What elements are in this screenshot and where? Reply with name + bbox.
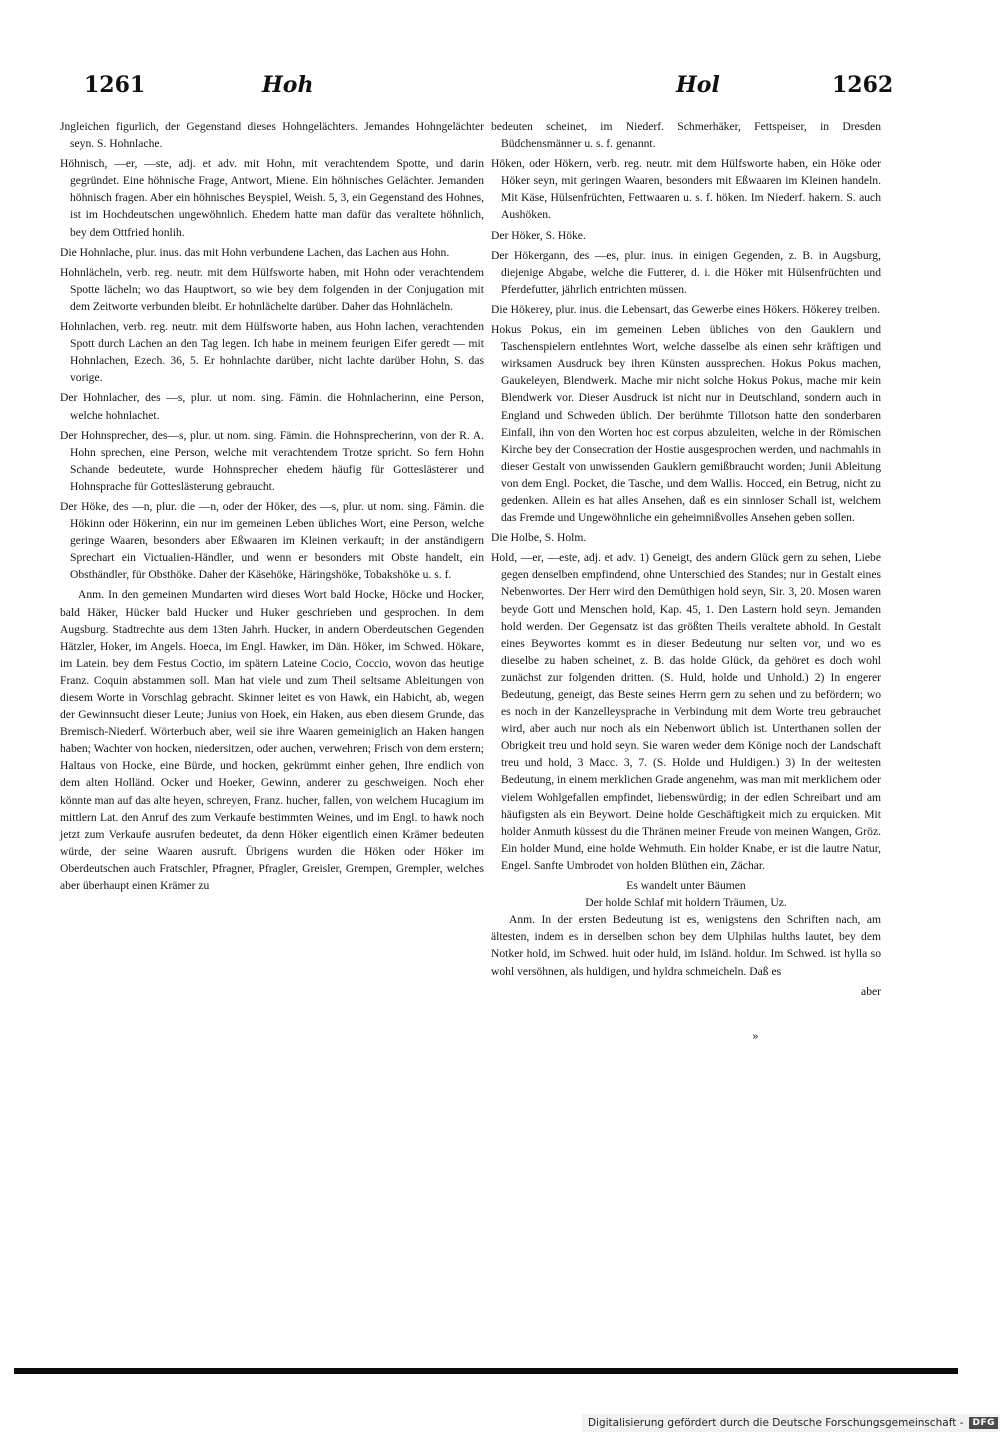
dictionary-entry: Die Holbe, S. Holm. [491,531,587,545]
dictionary-entry: bedeuten scheinet, im Niederf. Schmerhäker, Fettspeiser, in Dresden Büdchensmänner u. s. f. genannt. [491,120,881,151]
dictionary-line: Es wandelt unter Bäumen [626,879,746,893]
digitization-footer [582,1414,1000,1432]
dictionary-entry: Jngleichen figurlich, der Gegenstand dieses Hohngelächters. Jemandes Hohngelächter seyn. S. Hohnlache. [60,120,484,151]
dictionary-entry: Die Hökerey, plur. inus. die Lebensart, das Gewerbe eines Hökers. Hökerey treiben. [491,302,881,316]
dictionary-line: Der holde Schlaf mit holdern Träumen, Uz. [585,896,787,910]
page-number-right: 1262 [832,72,894,98]
dictionary-entry: Hohnlächeln, verb. reg. neutr. mit dem Hülfsworte haben, mit Hohn oder verachtendem Spotte lächeln; wo das Hauptwort, so wie bey dem folgenden in der Conjugation mit dem Zeitworte verbunden bleibt. Er hohnlächelte darüber. Daher das Hohnlächeln. [60,265,484,313]
dictionary-entry: Der Höke, des —n, plur. die —n, oder der Höker, des —s, plur. ut nom. sing. Fämin. die Hökinn oder Hökerinn, ein nur im gemeinen Leben übliches Wort, eine Person, welche geringe Waaren, besonders aber Eßwaaren im Kleinen verkauft; in der anständigern Sprechart ein Victualien-Händler, und wenn er besonders mit Obste handelt, ein Obsthändler, für Obsthöke. Daher der Käsehöke, Häringshöke, Tobakshöke u. s. f. [60,499,484,582]
page-edge-shadow [14,1368,958,1374]
dictionary-note: Anm. In der ersten Bedeutung ist es, wenigstens den Schriften nach, am ältesten, indem es in derselben schon bey dem Ulphilas hulths lautet, bey dem Notker hold, im Schwed. huit oder huld, im Isländ. holdur. Im Schwed. ist hylla so wohl versöhnen, als huldigen, und hyldra schmeicheln. Daß es [491,913,881,978]
running-head-left: Hoh [262,72,314,98]
dictionary-entry: Der Hohnlacher, des —s, plur. ut nom. sing. Fämin. die Hohnlacherinn, eine Person, welche hohnlachet. [60,391,484,422]
dictionary-entry: Die Hohnlache, plur. inus. das mit Hohn verbundene Lachen, das Lachen aus Hohn. [60,245,450,259]
dictionary-entry: Der Hökergann, des —es, plur. inus. in einigen Gegenden, z. B. in Augsburg, diejenige Abgabe, welche die Futterer, d. i. die Höker mit Hülsenfrüchten und Pferdefutter, jährlich entrichten müssen. [491,248,881,296]
running-head-right: Hol [676,72,720,98]
dfg-logo: DFG [969,1417,998,1429]
page-number-left: 1261 [84,72,146,98]
dictionary-entry: Hokus Pokus, ein im gemeinen Leben übliches von den Gauklern und Taschenspielern entlehntes Wort, welche dasselbe als einen sehr kräftigen und wirksamen Ausdruck bey ihren Künsten aussprechen. Hokus Pokus machen, Gaukeleyen, Blendwerk. Mache mir nicht solche Hokus Pokus, mache mir kein Blendwerk vor. Dieser Ausdruck ist nicht nur in Deutschland, sondern auch in England und Schweden üblich. Der berühmte Tillotson hatte den sonderbaren Einfall, ihn von den Worten hoc est corpus abzuleiten, welche in der Römischen Kirche bey der Consecration der Hostie ausgesprochen werden, und nachmahls in dieser Gestalt von unwissenden Gauklern gemißbraucht worden; Junii Ableitung von dem Engl. Pocket, die Tasche, und dem Wallis. Hocced, ein Betrug, nicht zu gedenken. Allein es hat alles Ansehen, daß es ein sinnloser Schall ist, welchem das Fremde und Ungewöhnliche ein geheimnißvolles Ansehen geben sollen. [491,323,881,525]
right-column [491,118,881,1000]
footer-text: Digitalisierung gefördert durch die Deutsche Forschungsgemeinschaft - [587,1417,964,1429]
left-column [60,118,484,897]
dictionary-entry: Der Höker, S. Höke. [491,228,586,242]
dictionary-entry: Höken, oder Hökern, verb. reg. neutr. mit dem Hülfsworte haben, ein Höke oder Höker seyn, mit geringen Waaren, besonders mit Eßwaaren im Kleinen handeln. Mit Käse, Hülsenfrüchten, Fettwaaren u. s. f. höken. Im Niederf. hakern. S. auch Aushöken. [491,157,881,222]
dictionary-line: aber [861,984,881,998]
margin-mark: » [752,1030,759,1043]
dictionary-entry: Hohnlachen, verb. reg. neutr. mit dem Hülfsworte haben, aus Hohn lachen, verachtenden Spott durch Lachen an den Tag legen. Ich habe in meinem feurigen Eifer geredt — mit Hohnlachen, Ezech. 36, 5. Er hohnlachte darüber, nicht lachte darüber Hohn, S. das vorige. [60,320,484,385]
dictionary-entry: Hold, —er, —este, adj. et adv. 1) Geneigt, des andern Glück gern zu sehen, Liebe gegen denselben empfindend, ohne Unterschied des Standes; nur in Gestalt eines Nebenwortes. Der Herr wird den Demüthigen hold seyn, Sir. 3, 20. Mosen waren beyde Gott und Menschen hold, Kap. 45, 1. Den Lastern hold seyn. Jemanden hold werden. Der Gegensatz ist das größten Theils veraltete abhold. In Gestalt eines Beywortes kommt es in dieser Bedeutung nur selten vor, und wo es dieselbe zu haben scheinet, z. B. das holde Glück, da gehöret es doch wohl zunächst zur folgenden dritten. (S. Huld, holde und Unhold.) 2) In engerer Bedeutung, geneigt, das Beste seines Herrn gern zu sehen und zu befördern; wo es noch in der Kanzelleysprache in Verbindung mit dem Worte treu gebrauchet wird, aber auch nur noch als ein Nebenwort üblich ist. Unterthanen sollen der Obrigkeit treu und hold seyn. Sie waren weder dem Könige noch der Landschaft treu und hold, 3 Macc. 3, 7. (S. Holde und Huldigen.) 3) In der weitesten Bedeutung, in einem merklichen Grade angenehm, was man mit merklichem oder vielem Wohlgefallen empfindet, liebenswürdig; in der edlen Schreibart und am häufigsten als ein Beywort. Deine holde Geschäftigkeit mich zu erquicken. Mit holder Anmuth küssest du die Thränen meiner Freude von meinen Wangen, Gröz. Ein holder Mund, eine holde Wehmuth. Ein holder Knabe, er ist die lautre Natur, Engel. Sanfte Umbrodet von holden Blüthen ein, Zächar. [491,551,881,872]
dictionary-entry: Höhnisch, —er, —ste, adj. et adv. mit Hohn, mit verachtendem Spotte, und darin gegründet. Eine höhnische Frage, Antwort, Miene. Ein höhnisches Gelächter. Jemanden höhnisch fragen. Aber ein höhnisches Beyspiel, Weish. 5, 3, ein Gegenstand des Hohnes, ist im Hochdeutschen ungewöhnlich. Ehedem hatte man dafür das veraltete höhnlich, bey dem Ottfried honlih. [60,157,484,239]
dictionary-note: Anm. In den gemeinen Mundarten wird dieses Wort bald Hocke, Höcke und Hocker, bald Häker, Hücker bald Hucker und Huker geschrieben und gesprochen. In dem Augsburg. Stadtrechte aus dem 13ten Jahrh. Hucker, in andern Oberdeutschen Gegenden Hätzler, Hoker, im Angels. Hoeca, im Engl. Hawker, im Dän. Höker, im Schwed. Hökare, im Latein. bey dem Festus Coctio, im spätern Lateine Cocio, Coccio, wovon das heutige Franz. Coquin abstammen soll. Man hat viele und zum Theil seltsame Ableitungen von diesem Worte in Vorschlag gebracht. Skinner leitet es von Hawk, ein Habicht, ab, wegen der Gewinnsucht dieser Leute; Junius von Hoek, ein Haken, aus eben diesem Grunde, das Bremisch-Niederf. Wörterbuch aber, weil sie ihre Waaren gemeiniglich an Haken hangen haben; Wachter von hocken, niedersitzen, oder auchen, verwehren; Frisch von dem erstern; Haltaus von Hocke, eine Bürde, und hocken, gekrümmt einher gehen, Ihre endlich von dem alten Holländ. Ocker und Hoeker, Gewinn, anderer zu geschweigen. Noch eher könnte man auf das alte heyen, schreyen, Franz. hucher, fallen, von welchem Hucagium im mittlern Lat. den Anruf des zum Verkaufe bestimmten Weines, und im Engl. to hawk noch jetzt zum Verkaufe ausrufen bedeutet, da denn Höker eigentlich einen Krämer bedeuten würde, der seine Waaren ausruft. Übrigens wurden die Höken oder Höker im Oberdeutschen auch Fratschler, Pfragner, Pfragler, Greisler, Grempen, Grempler, welches aber überhaupt einen Krämer zu [60,588,484,893]
dictionary-entry: Der Hohnsprecher, des—s, plur. ut nom. sing. Fämin. die Hohnsprecherinn, von der R. A. Hohn sprechen, eine Person, welche mit verachtendem Trotze spricht. So fern Hohn Schande bedeutete, wurde Hohnsprecher ehedem häufig für Gotteslästerer und Hohnsprache für Gotteslästerung gebraucht. [60,428,484,493]
